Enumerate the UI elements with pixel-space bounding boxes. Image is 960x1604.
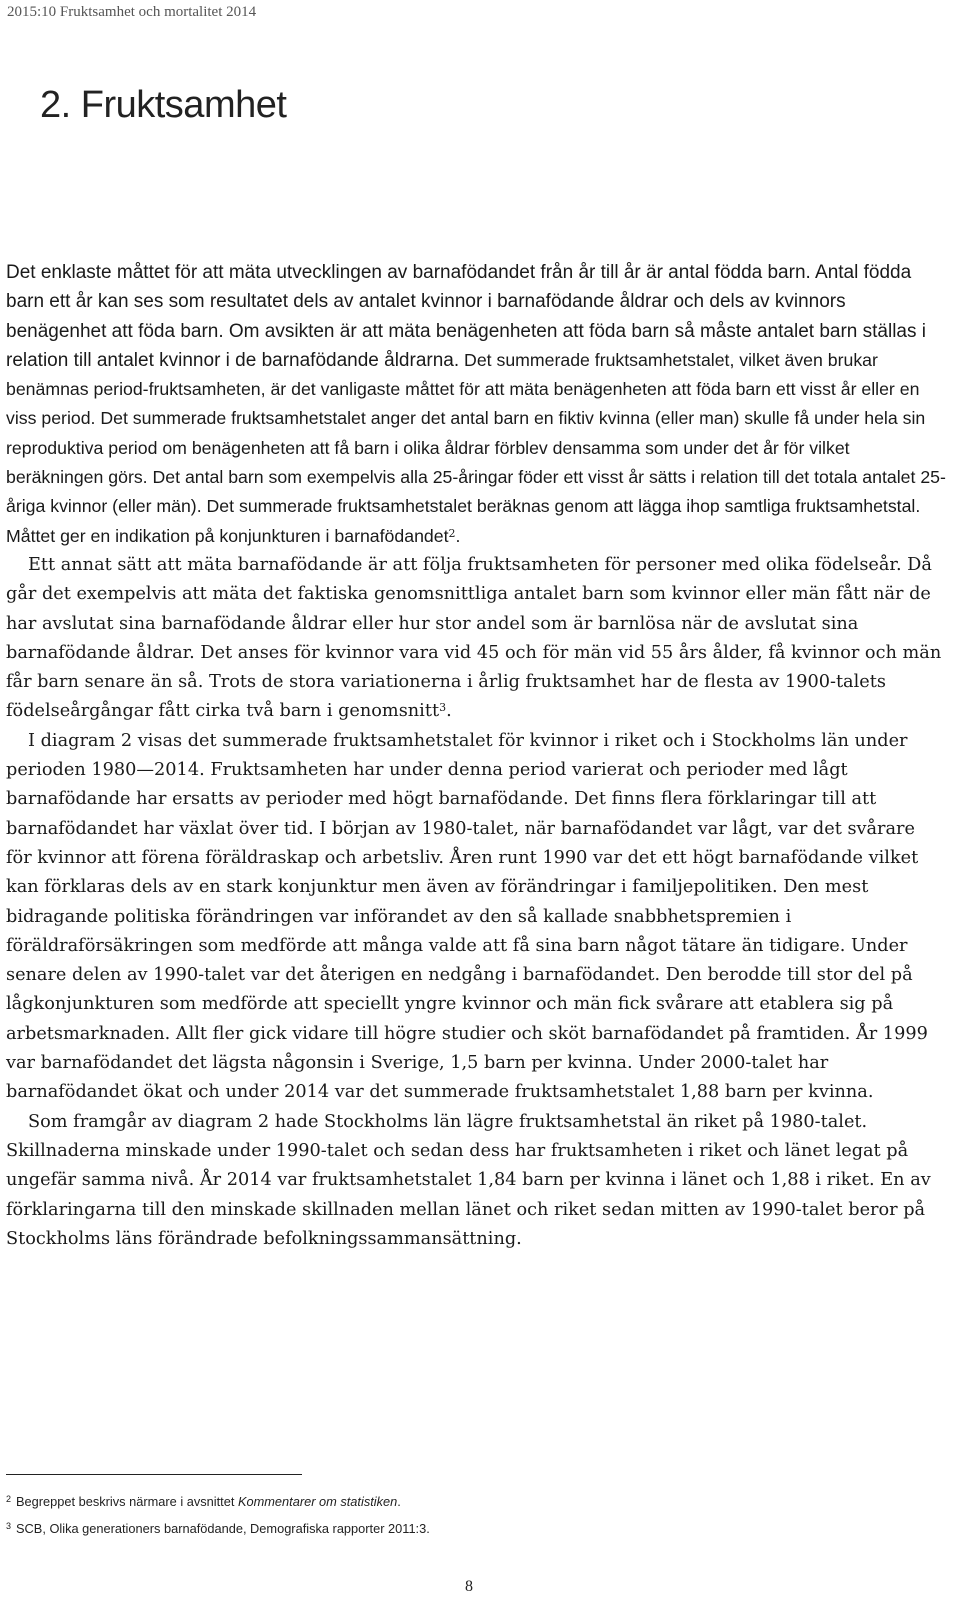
footnote-text: Begreppet beskrivs närmare i avsnittet [16,1494,238,1509]
footnote-italic-text: Kommentarer om statistiken [237,1494,398,1509]
paragraph-1-end: . [455,525,461,546]
body-text [6,258,946,1254]
footnote-number: 3 [6,1521,12,1531]
paragraph-4: Som framgår av diagram 2 hade Stockholms län lägre fruktsamhetstal än riket på 1980-talet. Skillnaderna minskade under 1990-talet och sedan dess har fruktsamheten i riket och länet legat på ungefär samma nivå. År 2014 var fruktsamhetstalet 1,84 barn per kvinna i länet och 1,88 i riket. En av förklaringarna till den minskade skillnaden mellan länet och riket sedan mitten av 1990-talet beror på Stockholms läns förändrade befolkningssammansättning. [6,1111,931,1249]
chapter-title: 2. Fruktsamhet [40,84,287,126]
paragraph-2-end: . [446,701,452,722]
footnote-2 [6,1487,906,1514]
footnote-ref-3: 3 [439,701,447,715]
footnote-separator [6,1474,302,1475]
paragraph-1-sans-run: Det enklaste måttet för att mäta utvecklingen av barnafödandet från år till år är antal födda barn. Antal födda barn ett år kan ses som resultatet dels av antalet kvinnor i barnafödande åldrar och dels av kvinnors benägenhet att föda barn. Om avsikten är att mäta benägenheten att föda barn så måste antalet barn ställas i relation till antalet kvinnor i de barnafödande åldrarna. [6,262,926,371]
paragraph-1-serif-run: Det summerade fruktsamhetstalet, vilket även brukar benämnas period-fruktsamheten, är det vanligaste måttet för att mäta benägenheten att föda barn ett visst år eller en viss period. Det summerade fruktsamhetstalet anger det antal barn en fiktiv kvinna (eller man) skulle få under hela sin reproduktiva period om benägenheten att få barn i olika åldrar förblev densamma som under det år för vilket beräkningen görs. Det antal barn som exempelvis alla 25-åringar föder ett visst år sätts i relation till det totala antalet 25-åriga kvinnor (eller män). Det summerade fruktsamhetstalet beräknas genom att lägga ihop samtliga fruktsamhetstal. Måttet ger en indikation på konjunkturen i barnafödandet [6,349,946,546]
paragraph-2 [6,551,946,727]
footnote-3 [6,1514,906,1541]
footnote-text: SCB, Olika generationers barnafödande, Demografiska rapporter 2011:3. [16,1521,430,1536]
page-number: 8 [465,1578,473,1595]
paragraph-3: I diagram 2 visas det summerade fruktsamhetstalet för kvinnor i riket och i Stockholms län under perioden 1980—2014. Fruktsamheten har under denna period varierat och perioder med lågt barnafödande har ersatts av perioder med högt barnafödande. Det finns flera förklaringar till att barnafödandet har växlat över tid. I början av 1980-talet, när barnafödandet var lågt, var det svårare för kvinnor att förena föräldraskap och arbetsliv. Åren runt 1990 var det ett högt barnafödande vilket kan förklaras dels av en stark konjunktur men även av förändringar i familjepolitiken. Den mest bidragande politiska förändringen var införandet av den så kallade snabbhetspremien i föräldraförsäkringen som medförde att många valde att få sina barn något tätare än tidigare. Under senare delen av 1990-talet var det återigen en nedgång i barnafödandet. Den berodde till stor del på lågkonjunkturen som medförde att speciellt yngre kvinnor och män fick svårare att etablera sig på arbetsmarknaden. Allt fler gick vidare till högre studier och sköt barnafödandet på framtiden. År 1999 var barnafödandet det lägsta någonsin i Sverige, 1,5 barn per kvinna. Under 2000-talet har barnafödandet ökat och under 2014 var det summerade fruktsamhetstalet 1,88 barn per kvinna. [6,730,928,1103]
paragraph-1 [6,258,946,551]
footnotes [6,1487,906,1541]
paragraph-2-text: Ett annat sätt att mäta barnafödande är att följa fruktsamheten för personer med olika födelseår. Då går det exempelvis att mäta det faktiska genomsnittliga antalet barn som kvinnor eller män fått när de har avslutat sina barnafödande åldrar eller hur stor andel som är barnlösa när de avslutat sina barnafödande åldrar. Det anses för kvinnor vara vid 45 och för män vid 55 års ålder, få kvinnor och män får barn senare än så. Trots de stora variationerna i årlig fruktsamhet har de flesta av 1900-talets födelseårgångar fått cirka två barn i genomsnitt [6,554,942,722]
footnote-text-end: . [397,1494,401,1509]
footnote-number: 2 [6,1494,12,1504]
running-head: 2015:10 Fruktsamhet och mortalitet 2014 [7,4,257,20]
footnote-ref-2: 2 [448,526,456,540]
